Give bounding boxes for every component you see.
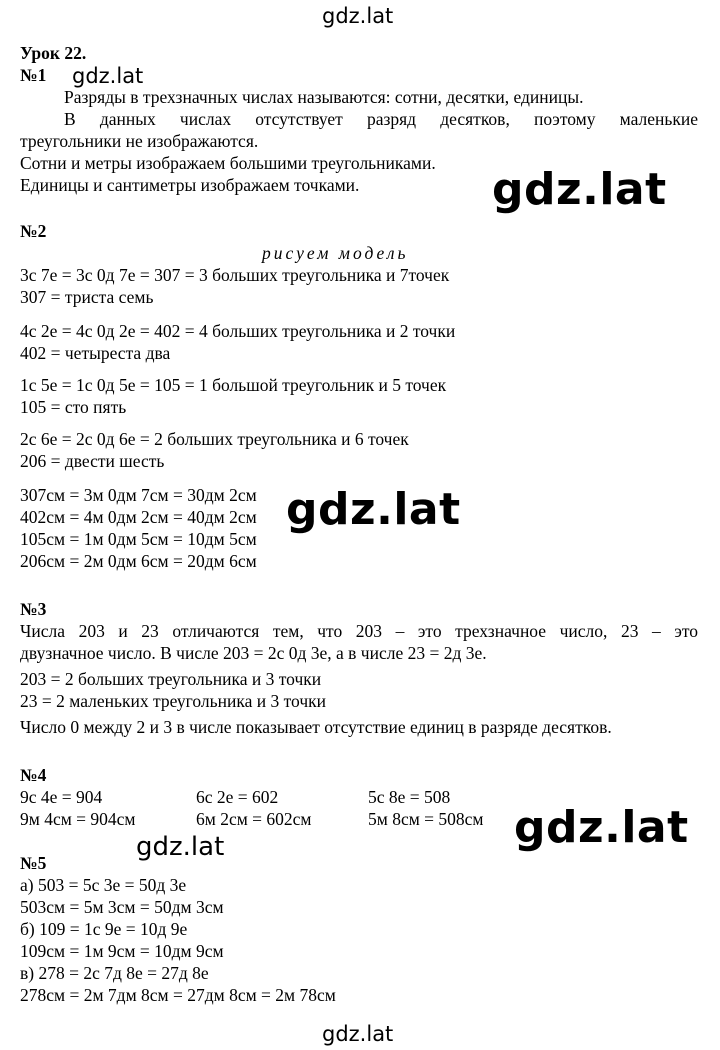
task1-line-5: Единицы и сантиметры изображаем точками.	[20, 175, 360, 195]
task2-line-7: 2с 6е = 2с 0д 6е = 2 больших треугольника и 6 точек	[20, 429, 409, 449]
task4-row1-col1: 9с 4е = 904	[20, 787, 103, 807]
task2-line-1: 3с 7е = 3с 0д 7е = 307 = 3 больших треугольника и 7точек	[20, 265, 450, 285]
task5-line-1: а) 503 = 5с 3е = 50д 3е	[20, 875, 187, 895]
task4-row1-col3: 5с 8е = 508	[368, 787, 451, 807]
task2-line-2: 307 = триста семь	[20, 287, 154, 307]
task2-line-5: 1с 5е = 1с 0д 5е = 105 = 1 большой треугольник и 5 точек	[20, 375, 447, 395]
task1-number: №1	[20, 65, 47, 85]
watermark-task1: gdz.lat	[72, 64, 144, 88]
task3-line-5: Число 0 между 2 и 3 в числе показывает отсутствие единиц в разряде десятков.	[20, 717, 612, 737]
task2-heading: рисуем модель	[262, 243, 409, 263]
task2-number: №2	[20, 221, 47, 241]
task1-line-3: треугольники не изображаются.	[20, 131, 259, 151]
watermark-bottom: gdz.lat	[322, 1022, 394, 1046]
task5-line-3: б) 109 = 1с 9е = 10д 9е	[20, 919, 188, 939]
task4-row1-col2: 6с 2е = 602	[196, 787, 279, 807]
task4-row2-col1: 9м 4см = 904см	[20, 809, 136, 829]
task5-line-5: в) 278 = 2с 7д 8е = 27д 8е	[20, 963, 209, 983]
watermark-task4: gdz.lat	[132, 832, 228, 862]
watermark-large-1: gdz.lat	[492, 164, 667, 215]
task4-number: №4	[20, 765, 47, 785]
task2-line-8: 206 = двести шесть	[20, 451, 165, 471]
task2-line-9: 307см = 3м 0дм 7см = 30дм 2см	[20, 485, 257, 505]
task1-line-4: Сотни и метры изображаем большими треугольниками.	[20, 153, 436, 173]
task5-number: №5	[20, 853, 47, 873]
watermark-large-3: gdz.lat	[514, 802, 689, 853]
lesson-title: Урок 22.	[20, 43, 87, 63]
task2-line-12: 206см = 2м 0дм 6см = 20дм 6см	[20, 551, 257, 571]
task1-line-1: Разряды в трехзначных числах называются: сотни, десятки, единицы.	[64, 87, 584, 107]
watermark-top: gdz.lat	[322, 4, 394, 28]
task2-line-10: 402см = 4м 0дм 2см = 40дм 2см	[20, 507, 257, 527]
task4-row2-col3: 5м 8см = 508см	[368, 809, 484, 829]
task3-line-3: 203 = 2 больших треугольника и 3 точки	[20, 669, 322, 689]
watermark-large-2: gdz.lat	[286, 484, 461, 535]
task5-line-4: 109см = 1м 9см = 10дм 9см	[20, 941, 224, 961]
task5-line-2: 503см = 5м 3см = 50дм 3см	[20, 897, 224, 917]
task2-line-6: 105 = сто пять	[20, 397, 127, 417]
task1-line-2: В данных числах отсутствует разряд десятков, поэтому маленькие	[64, 109, 698, 129]
task3-line-2: двузначное число. В числе 203 = 2с 0д 3е, а в числе 23 = 2д 3е.	[20, 643, 487, 663]
task3-line-1: Числа 203 и 23 отличаются тем, что 203 – это трехзначное число, 23 – это	[20, 621, 698, 641]
task4-row2-col2: 6м 2см = 602см	[196, 809, 312, 829]
task2-line-4: 402 = четыреста два	[20, 343, 171, 363]
task3-number: №3	[20, 599, 47, 619]
task2-line-11: 105см = 1м 0дм 5см = 10дм 5см	[20, 529, 257, 549]
task2-line-3: 4с 2е = 4с 0д 2е = 402 = 4 больших треугольника и 2 точки	[20, 321, 456, 341]
task3-line-4: 23 = 2 маленьких треугольника и 3 точки	[20, 691, 326, 711]
task5-line-6: 278см = 2м 7дм 8см = 27дм 8см = 2м 78см	[20, 985, 336, 1005]
